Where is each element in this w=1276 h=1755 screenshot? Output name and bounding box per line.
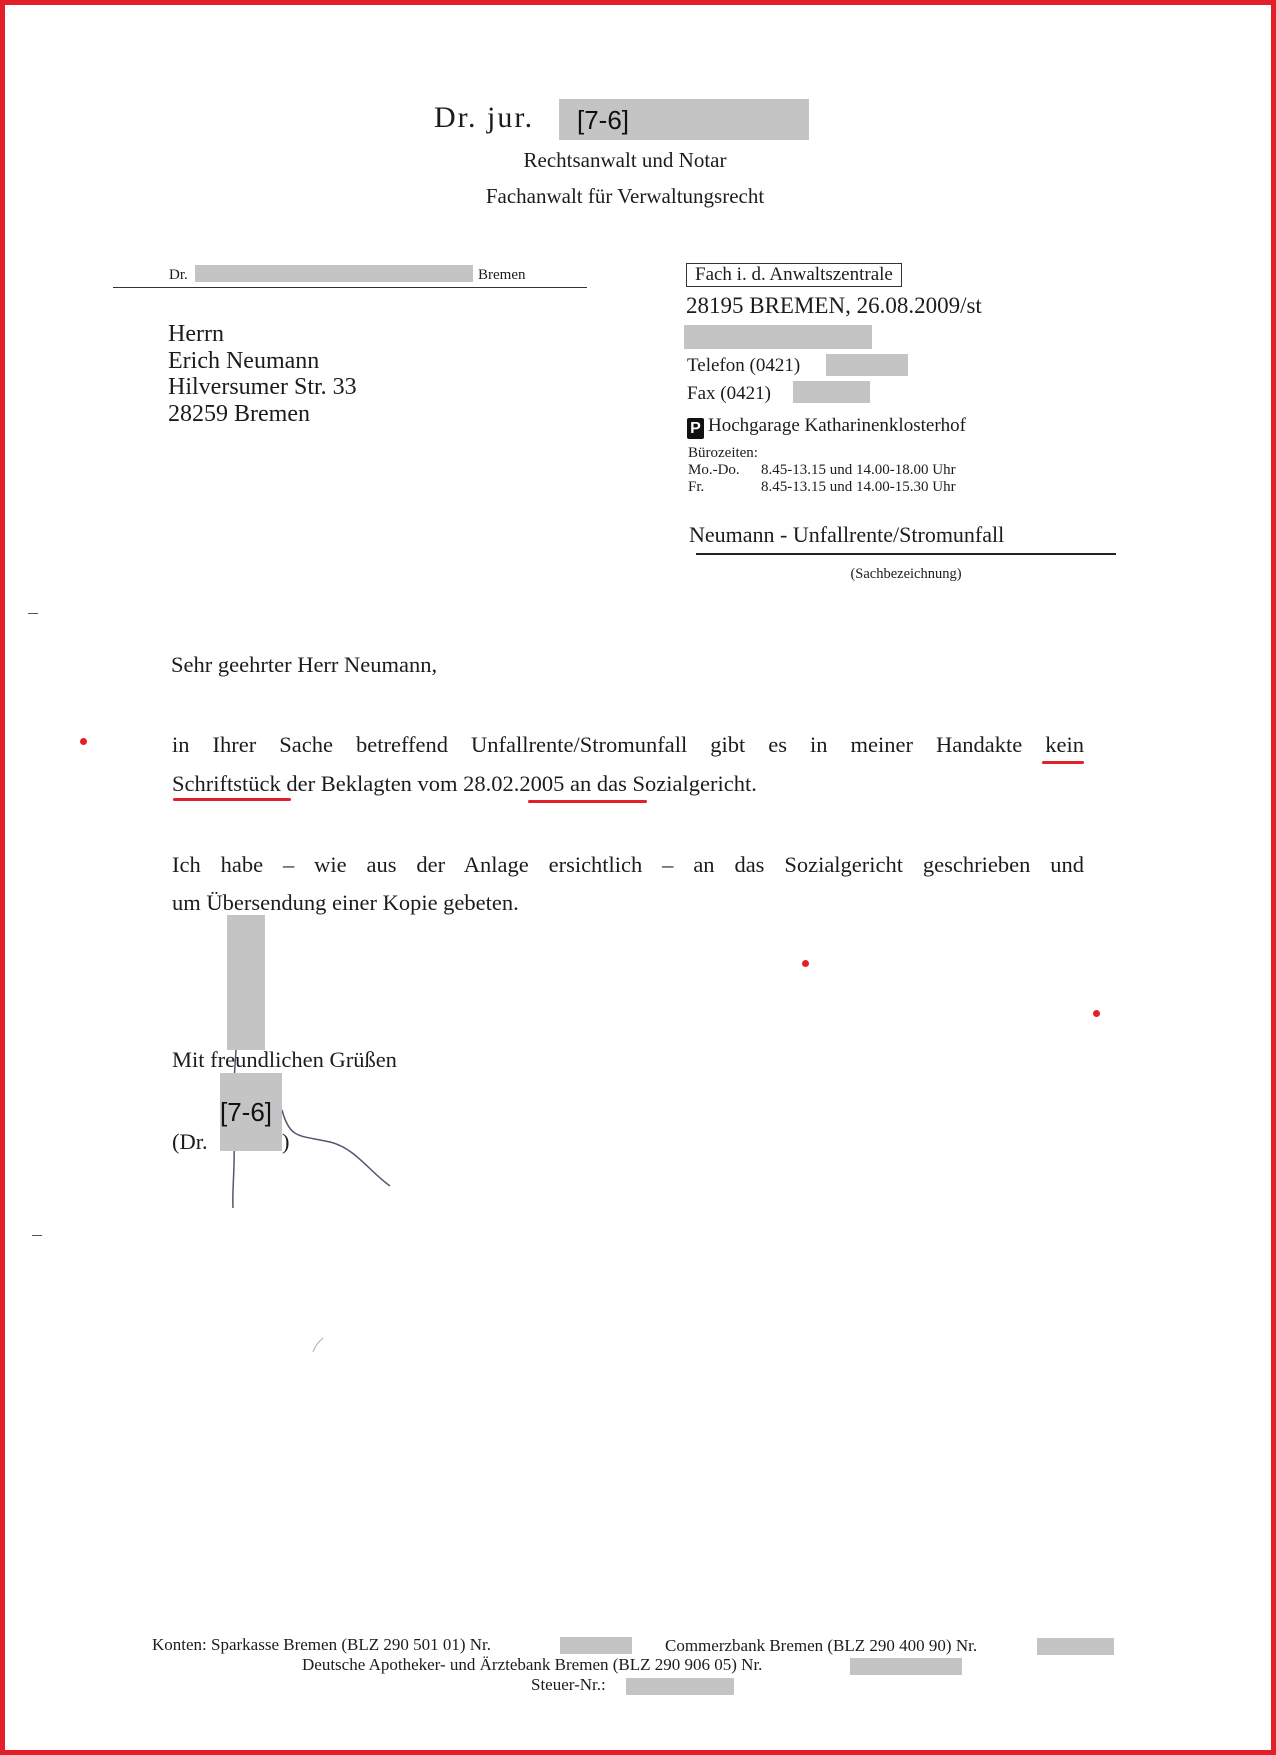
phone-label: Telefon (0421): [687, 355, 801, 376]
sender-prefix: Dr.: [169, 267, 188, 283]
closing: Mit freundlichen Grüßen: [172, 1047, 397, 1072]
redaction-box: [1037, 1638, 1114, 1655]
parking-icon: P: [687, 418, 704, 439]
redaction-tag: [7-6]: [577, 105, 630, 135]
office-box-label: Fach i. d. Anwaltszentrale: [686, 263, 902, 287]
subject-caption: (Sachbezeichnung): [850, 566, 962, 582]
letterhead-name-prefix: Dr. jur.: [434, 101, 535, 134]
parking-text: Hochgarage Katharinenklosterhof: [708, 415, 966, 436]
letterhead-title-2: Fachanwalt für Verwaltungsrecht: [485, 184, 765, 208]
hours-row: Fr. 8.45-13.15 und 14.00-15.30 Uhr: [688, 479, 956, 495]
paragraph-1-line-2: Schriftstück der Beklagten vom 28.02.2005 an das Sozialgericht.: [172, 771, 757, 796]
footer-tax: Steuer-Nr.:: [531, 1675, 606, 1694]
redaction-box: [227, 915, 265, 1050]
footer-account-3: Deutsche Apotheker- und Ärztebank Bremen (BLZ 290 906 05) Nr.: [302, 1655, 763, 1674]
fax-label: Fax (0421): [687, 383, 771, 404]
redaction-box: [626, 1678, 734, 1695]
place-date: 28195 BREMEN, 26.08.2009/st: [686, 293, 982, 318]
greeting: Sehr geehrter Herr Neumann,: [171, 652, 438, 677]
recipient-salutation: Herrn: [168, 321, 224, 347]
footer-account-2: Commerzbank Bremen (BLZ 290 400 90) Nr.: [665, 1636, 978, 1655]
signature-redaction-tag: [7-6]: [220, 1097, 273, 1127]
footer-account-1: Konten: Sparkasse Bremen (BLZ 290 501 01) Nr.: [152, 1635, 491, 1654]
paragraph-2-line-2: um Übersendung einer Kopie gebeten.: [172, 890, 519, 915]
hours-row: Mo.-Do. 8.45-13.15 und 14.00-18.00 Uhr: [688, 462, 956, 478]
fold-mark: [28, 613, 38, 614]
redaction-box: [850, 1658, 962, 1675]
sender-suffix: Bremen: [478, 267, 526, 283]
recipient-city: 28259 Bremen: [168, 400, 310, 427]
signature-open: (Dr.: [172, 1129, 208, 1154]
paragraph-2-line-1: Ich habe – wie aus der Anlage ersichtlich – an das Sozialgericht geschrieben und: [172, 852, 1084, 877]
recipient-name: Erich Neumann: [168, 347, 320, 374]
hours-title: Bürozeiten:: [688, 445, 758, 461]
fold-mark: [32, 1235, 42, 1236]
paragraph-1-line-1: in Ihrer Sache betreffend Unfallrente/Stromunfall gibt es in meiner Handakte kein: [172, 732, 1084, 757]
signature-close: ): [282, 1129, 290, 1154]
subject-text: Neumann - Unfallrente/Stromunfall: [689, 522, 1005, 547]
letterhead-title-1: Rechtsanwalt und Notar: [523, 148, 727, 172]
recipient-street: Hilversumer Str. 33: [168, 374, 357, 400]
redaction-box: [560, 1637, 632, 1654]
